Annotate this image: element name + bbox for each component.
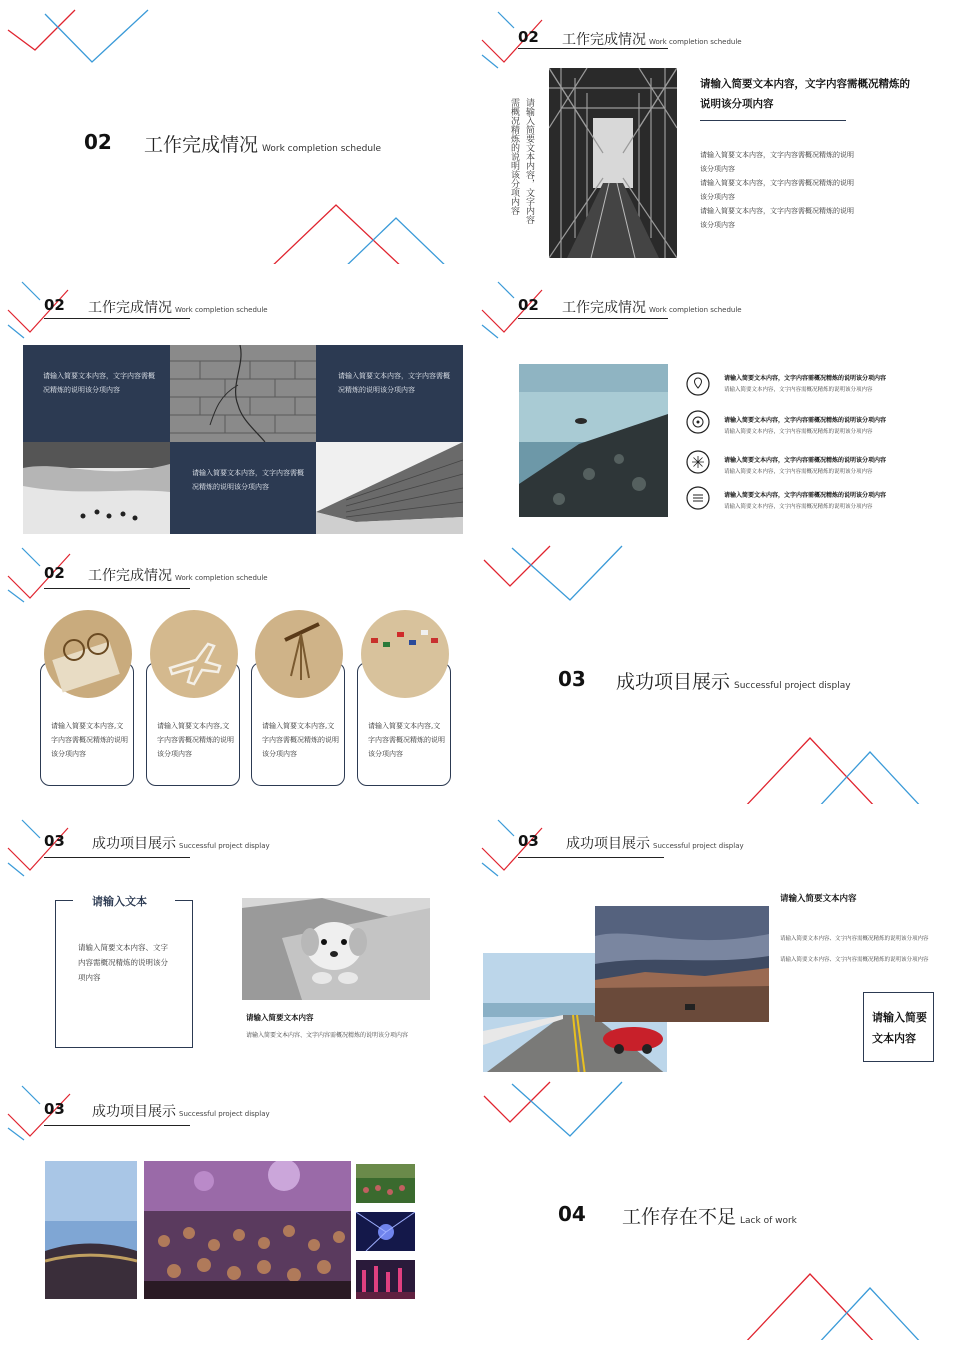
header-title [92,833,270,853]
header-title-en: Work completion schedule [175,306,268,314]
section-number: 02 [84,130,112,154]
feature-item [686,450,926,486]
feature-desc: 请输入简要文本内容，文字内容需概况精炼的说明该分项内容 [724,469,873,475]
header-title-cn: 工作完成情况 [88,300,172,316]
header-number: 03 [44,832,65,850]
slide-02-cards [0,540,470,804]
heading-underline [700,120,846,121]
paragraph: 请输入简要文本内容，文字内容需概况精炼的说明该分项内容 [700,179,854,201]
header-underline [44,588,190,589]
section-title-en: Successful project display [734,681,851,691]
feature-desc: 请输入简要文本内容，文字内容需概况精炼的说明该分项内容 [724,504,873,510]
slide-section-02 [0,0,470,264]
box-title: 请输入文本 [92,895,147,908]
feature-title: 请输入简要文本内容，文字内容需概况精炼的说明该分项内容 [724,457,887,464]
header-number: 02 [518,28,539,46]
block-text: 请输入简要文本内容，文字内容需概况精炼的说明该分项内容 [338,372,450,394]
slide-02-bridge [480,0,950,264]
airplane-photo [150,610,238,698]
header-title [562,29,742,49]
stadium-photo [45,1161,137,1299]
card-text: 请输入简要文本内容,文字内容需概况精炼的说明该分项内容 [157,722,234,758]
header-title [88,565,268,585]
paragraph: 请输入简要文本内容，文字内容需概况精炼的说明该分项内容 [700,207,854,229]
chart-icon [686,450,710,474]
card-text: 请输入简要文本内容,文字内容需概况精炼的说明该分项内容 [368,722,445,758]
feature-desc: 请输入简要文本内容，文字内容需概况精炼的说明该分项内容 [724,429,873,435]
header-title-en: Work completion schedule [175,574,268,582]
bridge-paragraphs [700,148,860,232]
canyon-photo [595,906,769,1022]
desert-photo [23,442,170,534]
section-title [616,667,851,694]
road-line: 请输入简要文本内容、文字内容需概况精炼的说明该分项内容 [780,936,929,942]
section-title-cn: 工作完成情况 [144,134,259,156]
paragraph: 请输入简要文本内容，文字内容需概况精炼的说明该分项内容 [700,151,854,173]
text-box [55,895,193,1048]
header-underline [518,857,664,858]
header-number: 02 [44,296,65,314]
header-title-en: Successful project display [179,1110,270,1118]
section-title-cn: 成功项目展示 [616,671,731,693]
section-title-en: Work completion schedule [262,144,382,154]
telescope-photo [255,610,343,698]
feature-desc: 请输入简要文本内容，文字内容需概况精炼的说明该分项内容 [724,387,873,393]
slide-section-03 [480,540,950,804]
bridge-heading: 请输入简要文本内容，文字内容需概况精炼的说明该分项内容 [700,78,910,110]
header-title-cn: 工作完成情况 [562,300,646,316]
caption-title: 请输入简要文本内容 [246,1013,314,1022]
header-number: 02 [518,296,539,314]
header-title-cn: 成功项目展示 [92,836,176,852]
header-title-en: Work completion schedule [649,306,742,314]
fountain-show-photo [356,1260,415,1299]
great-wall-photo [316,442,463,534]
caption-text: 请输入简要文本内容、文字内容需概况精炼的说明该分项内容 [246,1032,409,1039]
bridge-photo [549,68,677,258]
header-underline [44,857,190,858]
header-title-cn: 成功项目展示 [566,836,650,852]
concert-crowd-photo [144,1161,351,1299]
road-line: 请输入简要文本内容、文字内容需概况精炼的说明该分项内容 [780,957,929,963]
feature-title: 请输入简要文本内容，文字内容需概况精炼的说明该分项内容 [724,375,887,382]
header-title [88,297,268,317]
section-number: 03 [558,667,586,691]
feature-item [686,410,926,450]
text-block [23,345,170,442]
seascape-photo [519,364,668,517]
slide-03-gallery [0,1076,470,1340]
header-title [566,833,744,853]
header-title-en: Successful project display [179,842,270,850]
road-heading: 请输入简要文本内容 [780,894,857,904]
highlight-box [863,992,934,1062]
feature-list [686,372,926,522]
header-title-cn: 工作完成情况 [562,32,646,48]
card-text: 请输入简要文本内容,文字内容需概况精炼的说明该分项内容 [262,722,339,758]
text-block [170,442,316,534]
festival-crowd-photo [356,1164,415,1203]
section-title-en: Lack of work [740,1216,797,1226]
feature-title: 请输入简要文本内容，文字内容需概况精炼的说明该分项内容 [724,492,887,499]
location-icon [686,372,710,396]
feature-item [686,372,926,410]
stack-icon [686,486,710,510]
section-title [622,1202,797,1229]
wall-photo [170,345,316,442]
header-underline [518,318,668,319]
header-number: 02 [44,564,65,582]
header-number: 03 [518,832,539,850]
header-number: 03 [44,1100,65,1118]
highlight-text: 请输入简要文本内容 [872,1011,927,1045]
slide-section-04 [480,1076,950,1340]
vertical-text: 请输入简要文本内容，文字内容需概况精炼的说明该分项内容 [509,98,534,224]
target-icon [686,410,710,434]
header-title-en: Successful project display [653,842,744,850]
header-title-cn: 工作完成情况 [88,568,172,584]
flags-photo [361,610,449,698]
slide-02-icon-list [480,270,950,534]
feature-title: 请输入简要文本内容，文字内容需概况精炼的说明该分项内容 [724,417,887,424]
slide-03-road [480,808,950,1072]
glasses-photo [44,610,132,698]
feature-item [686,486,926,522]
card-text: 请输入简要文本内容,文字内容需概况精炼的说明该分项内容 [51,722,128,758]
header-title-cn: 成功项目展示 [92,1104,176,1120]
slide-03-puppy [0,808,470,1072]
section-number: 04 [558,1202,586,1226]
slide-02-mosaic [0,270,470,534]
box-text: 请输入简要文本内容、文字内容需概况精炼的说明该分项内容 [78,943,168,982]
header-underline [518,48,668,49]
header-title [562,297,742,317]
header-title-en: Work completion schedule [649,38,742,46]
text-block [316,345,463,442]
header-title [92,1101,270,1121]
stage-lights-photo [356,1212,415,1251]
section-title-cn: 工作存在不足 [622,1206,737,1228]
header-underline [44,318,190,319]
block-text: 请输入简要文本内容，文字内容需概况精炼的说明该分项内容 [43,372,155,394]
block-text: 请输入简要文本内容，文字内容需概况精炼的说明该分项内容 [192,469,304,491]
puppy-photo [242,898,430,1000]
section-title [144,130,381,157]
header-underline [44,1125,190,1126]
